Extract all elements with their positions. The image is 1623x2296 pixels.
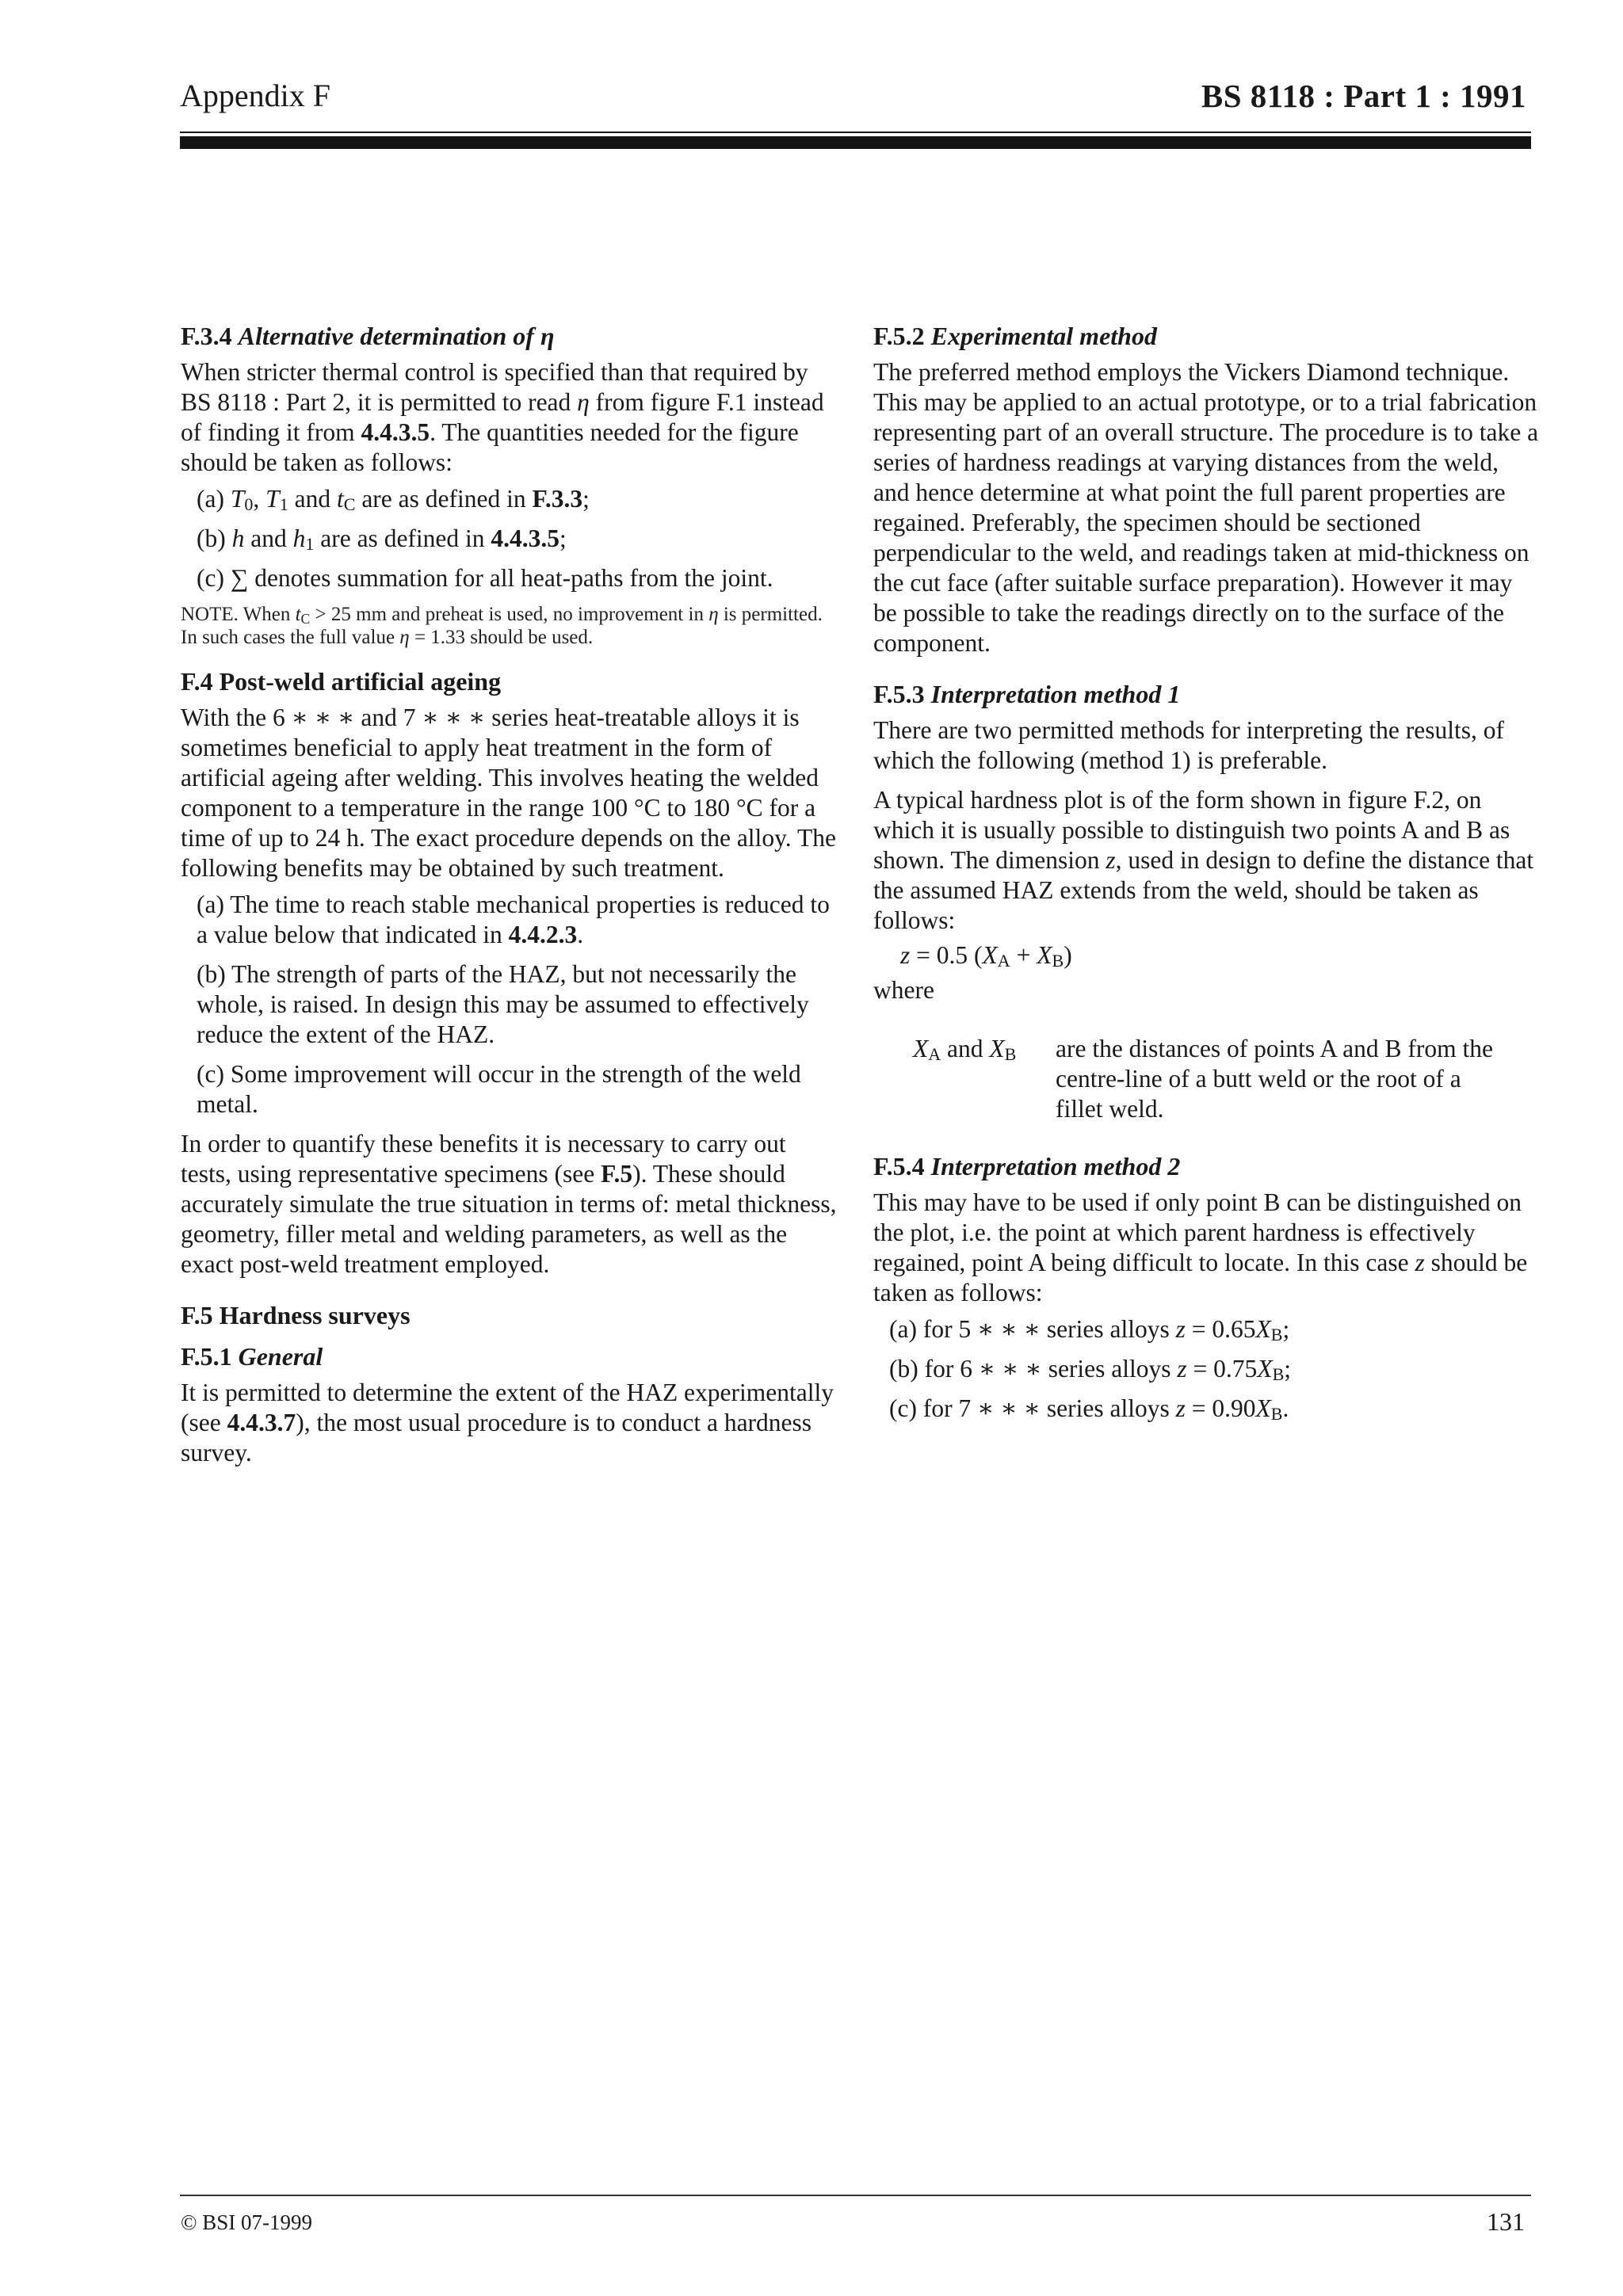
f52-paragraph: The preferred method employs the Vickers Diamond technique. This may be applied to an actual prototype, or to a trial fabrication representing part of an overall structure. The procedure is to take a series of hardness readings at varying distances from the weld, and hence determine at what point the full parent properties are regained. Preferably, the specimen should be sectioned perpendicular to the weld, and readings taken at mid-thickness on the cut face (after suitable surface preparation). However it may be possible to take the readings directly on to the surface of the component. xyxy=(873,358,1539,657)
f34-paragraph: When stricter thermal control is specified than that required by BS 8118 : Part 2, it is permitted to read η from figure F.1 instead of finding it from 4.4.3.5. The quantities needed for the figure should be taken as follows: xyxy=(181,358,824,476)
list-item: (c) Some improvement will occur in the strength of the weld metal. xyxy=(197,1060,801,1118)
heading-f4: F.4 Post-weld artificial ageing xyxy=(181,667,502,696)
heading-f52: F.5.2 Experimental method xyxy=(873,322,1157,350)
header-standard-label: BS 8118 : Part 1 : 1991 xyxy=(1201,78,1526,114)
header-appendix-label: Appendix F xyxy=(180,78,330,113)
heading-f54: F.5.4 Interpretation method 2 xyxy=(873,1152,1181,1180)
f4-list xyxy=(181,890,838,1119)
footer-copyright: © BSI 07-1999 xyxy=(181,2210,313,2234)
hazard-extent-formula: z = 0.5 $(X_A + X_B)$ xyxy=(900,941,1072,971)
definition-row xyxy=(873,1034,1539,1124)
list-item: (c) for 7 ∗ ∗ ∗ series alloys $z = 0.90X_B$. xyxy=(889,1394,1289,1424)
f4-paragraph-1: With the 6 ∗ ∗ ∗ and 7 ∗ ∗ ∗ series heat-treatable alloys it is sometimes beneficial to apply heat treatment in the form of artificial ageing after welding. This involves heating the welded component to a temperature in the range 100 °C to 180 °C for a time of up to 24 h. The exact procedure depends on the alloy. The following benefits may be obtained by such treatment. xyxy=(181,704,836,882)
heading-f53: F.5.3 Interpretation method 1 xyxy=(873,680,1181,708)
list-item: (b) h and $h_1$ are as defined in 4.4.3.5; xyxy=(197,524,567,554)
footer-rule xyxy=(180,2195,1531,2196)
f34-list xyxy=(181,484,838,593)
where-label: where xyxy=(873,976,934,1004)
f54-paragraph: This may have to be used if only point B can be distinguished on the plot, i.e. the point at which parent hardness is effectively regained, point A being difficult to locate. In this case z should be taken as follows: xyxy=(873,1188,1528,1306)
left-column xyxy=(181,321,838,1471)
f54-list xyxy=(873,1314,1539,1424)
heading-f34: F.3.4 Alternative determination of η xyxy=(181,322,555,350)
f51-paragraph: It is permitted to determine the extent of the HAZ experimentally (see 4.4.3.7), the most usual procedure is to conduct a hardness survey. xyxy=(181,1379,834,1466)
f4-paragraph-2: In order to quantify these benefits it is necessary to carry out tests, using representative specimens (see F.5). These should accurately simulate the true situation in terms of: metal thickness, geometry, filler metal and welding parameters, as well as the exact post-weld treatment employed. xyxy=(181,1130,837,1278)
f53-paragraph-2: A typical hardness plot is of the form shown in figure F.2, on which it is usually possible to distinguish two points A and B as shown. The dimension z, used in design to define the distance that the assumed HAZ extends from the weld, should be taken as follows: xyxy=(873,786,1534,934)
list-item: (b) The strength of parts of the HAZ, but not necessarily the whole, is raised. In design this may be assumed to effectively reduce the extent of the HAZ. xyxy=(197,960,809,1048)
f53-paragraph-1: There are two permitted methods for interpreting the results, of which the following (method 1) is preferable. xyxy=(873,716,1504,774)
list-item: (a) for 5 ∗ ∗ ∗ series alloys $z = 0.65X_B$; xyxy=(889,1315,1290,1344)
summation-symbol: ∑ xyxy=(230,564,249,592)
heading-f51: F.5.1 General xyxy=(181,1342,323,1371)
list-item: (c) ∑ denotes summation for all heat-paths from the joint. xyxy=(197,564,773,592)
heading-f5: F.5 Hardness surveys xyxy=(181,1301,411,1329)
definition-term: $X_A$ and $X_B$ xyxy=(913,1035,1017,1064)
page-number: 131 xyxy=(1487,2207,1525,2236)
header-rule xyxy=(180,136,1531,149)
f34-note: NOTE. When $t_C > 25$ mm and preheat is used, no improvement in η is permitted. In such cases the full value η = 1.33 should be used. xyxy=(181,604,823,648)
list-item: (b) for 6 ∗ ∗ ∗ series alloys $z = 0.75X_B$; xyxy=(889,1355,1292,1384)
list-item: (a) The time to reach stable mechanical properties is reduced to a value below that indicated in 4.4.2.3. xyxy=(197,891,830,948)
right-column xyxy=(873,321,1539,1433)
list-item: (a) $T_0$, $T_1$ and $t_C$ are as defined in F.3.3; xyxy=(197,485,590,514)
definition-text: are the distances of points A and B from the centre-line of a butt weld or the root of a fillet weld. xyxy=(1056,1035,1494,1123)
